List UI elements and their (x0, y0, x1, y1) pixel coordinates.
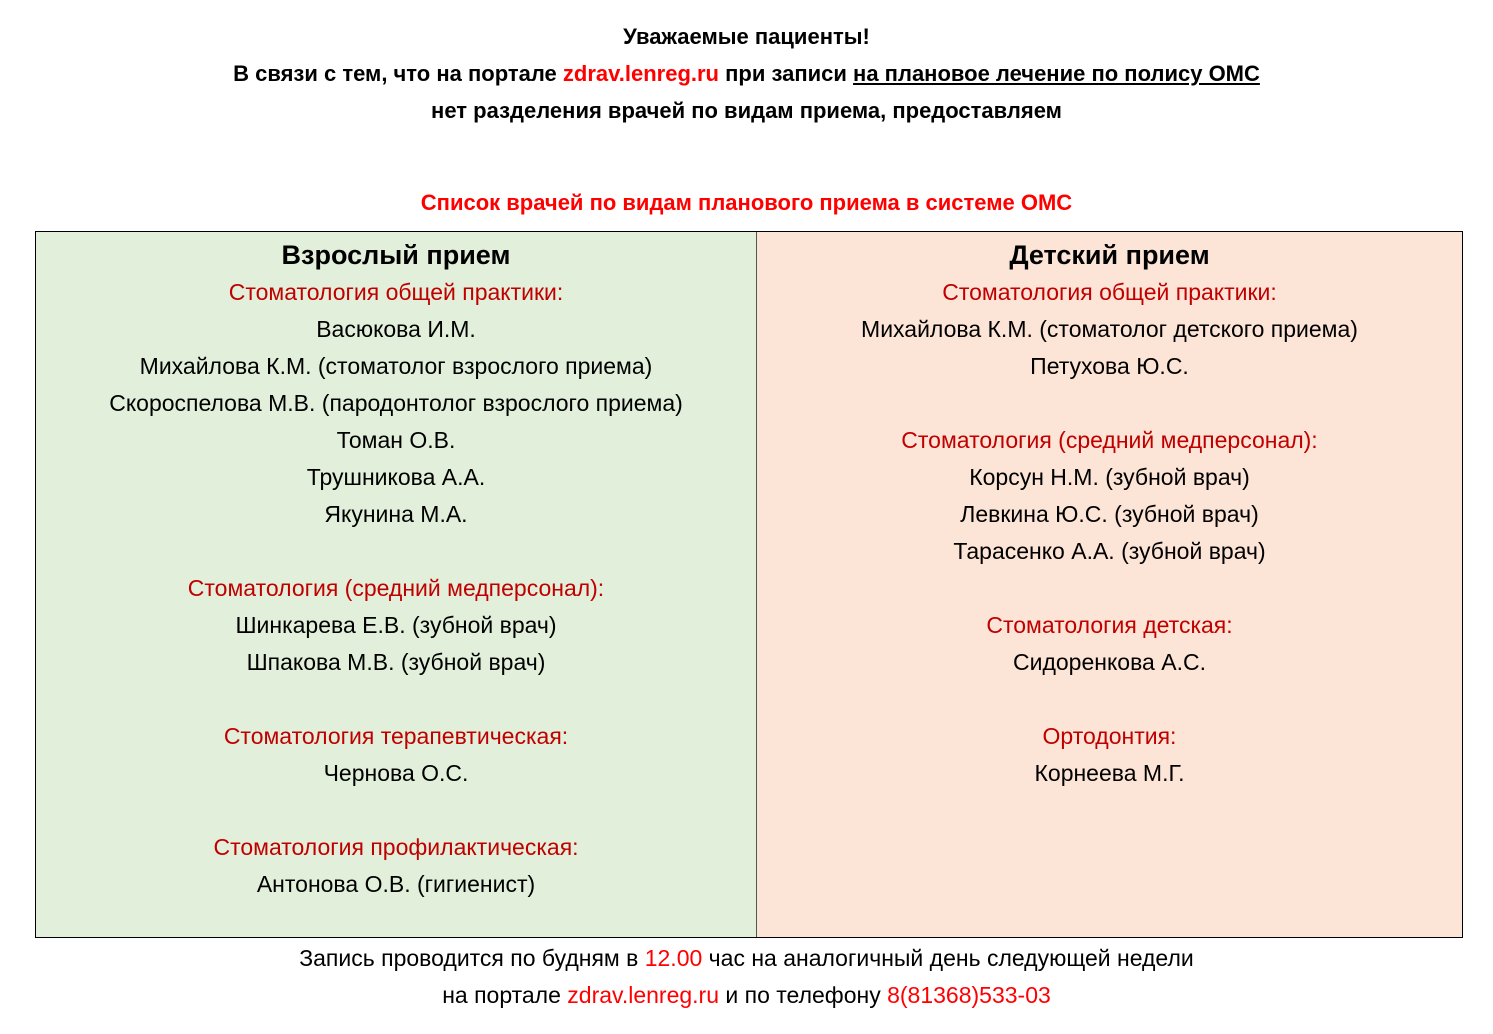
specialty-section (36, 570, 756, 681)
phone-number[interactable]: 8(81368)533-03 (887, 982, 1051, 1008)
specialty-section (757, 607, 1462, 681)
specialty-section (36, 718, 756, 792)
doctor-name: Шпакова М.В. (зубной врач) (246, 649, 546, 675)
doctor-name: Петухова Ю.С. (1030, 353, 1189, 379)
notice-line-2 (0, 55, 1493, 92)
child-sections (757, 274, 1462, 792)
specialty-section (757, 274, 1462, 385)
doctor-name: Михайлова К.М. (стоматолог взрослого приема) (139, 353, 653, 379)
adult-sections (36, 274, 756, 903)
footer-text: Запись проводится по будням в (299, 945, 645, 971)
doctor-name: Трушникова А.А. (306, 464, 486, 490)
doctor-name: Корсун Н.М. (зубной врач) (969, 464, 1250, 490)
specialty-section (36, 274, 756, 533)
child-column (757, 232, 1462, 937)
adult-column (36, 232, 757, 937)
doctor-name: Чернова О.С. (323, 760, 469, 786)
specialty-title: Стоматология терапевтическая: (223, 723, 569, 749)
specialty-title: Стоматология (средний медперсонал): (187, 575, 605, 601)
footer-text: на портале (442, 982, 568, 1008)
doctor-name: Михайлова К.М. (стоматолог детского приема) (861, 316, 1358, 342)
specialty-title: Стоматология профилактическая: (213, 834, 579, 860)
underlined-notice: на плановое лечение по полису ОМС (853, 61, 1260, 86)
specialty-section (36, 829, 756, 903)
footer-text: и по телефону (719, 982, 888, 1008)
booking-time: 12.00 (644, 945, 703, 971)
footer-line-2 (0, 977, 1493, 1014)
doctor-name: Левкина Ю.С. (зубной врач) (960, 501, 1259, 527)
column-title: Детский прием (1009, 240, 1210, 270)
specialty-title: Стоматология (средний медперсонал): (901, 427, 1318, 453)
doctor-name: Антонова О.В. (гигиенист) (256, 871, 536, 897)
portal-link[interactable]: zdrav.lenreg.ru (567, 982, 719, 1008)
specialty-title: Стоматология общей практики: (942, 279, 1277, 305)
specialty-section (757, 718, 1462, 792)
doctor-name: Корнеева М.Г. (1034, 760, 1185, 786)
specialty-title: Стоматология детская: (986, 612, 1233, 638)
column-title: Взрослый прием (281, 240, 511, 270)
notice-line-3: нет разделения врачей по видам приема, предоставляем (431, 98, 1062, 123)
doctor-name: Сидоренкова А.С. (1013, 649, 1206, 675)
doctor-name: Васюкова И.М. (316, 316, 476, 342)
doctor-name: Якунина М.А. (324, 501, 468, 527)
specialty-title: Ортодонтия: (1042, 723, 1177, 749)
notice-header (0, 18, 1493, 129)
portal-link[interactable]: zdrav.lenreg.ru (562, 61, 719, 86)
specialty-title: Стоматология общей практики: (228, 279, 564, 305)
specialty-section (757, 422, 1462, 570)
doctor-name: Скороспелова М.В. (пародонтолог взрослого приема) (109, 390, 683, 416)
footer (0, 940, 1493, 1014)
greeting: Уважаемые пациенты! (623, 24, 870, 49)
notice-text: В связи с тем, что на портале (233, 61, 563, 86)
list-title: Список врачей по видам планового приема в системе ОМС (420, 190, 1073, 215)
notice-text: при записи (719, 61, 854, 86)
doctor-name: Шинкарева Е.В. (зубной врач) (235, 612, 557, 638)
doctors-table (35, 231, 1463, 938)
doctor-name: Томан О.В. (336, 427, 456, 453)
footer-line-1 (0, 940, 1493, 977)
doctor-name: Тарасенко А.А. (зубной врач) (953, 538, 1266, 564)
footer-text: час на аналогичный день следующей недели (702, 945, 1194, 971)
